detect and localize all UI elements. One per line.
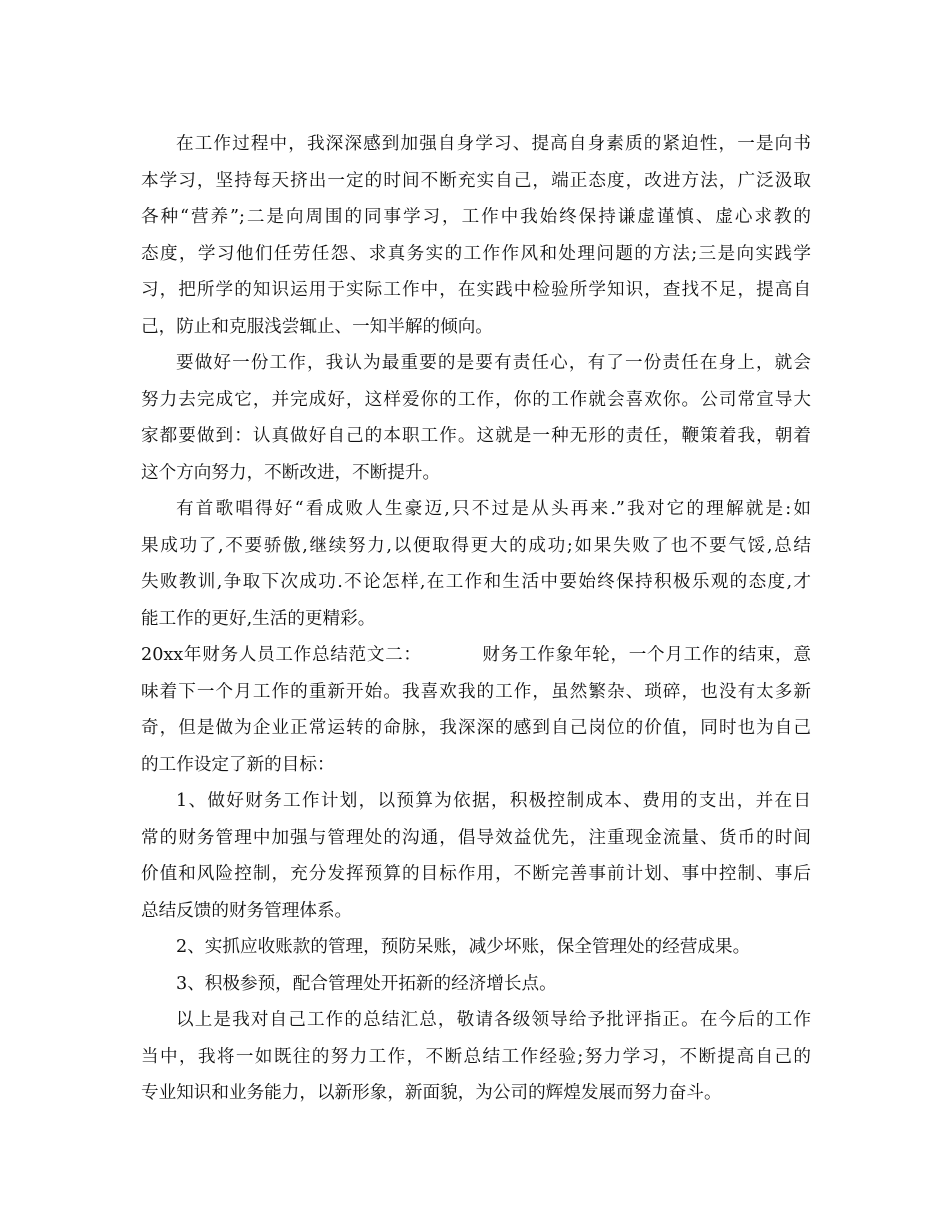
paragraph-conclusion [141,1002,811,1112]
paragraph-self-study [141,126,811,345]
text-line: 有首歌唱得好“看成败人生豪迈,只不过是从头再来.”我对它的理解就是:如 [176,499,811,519]
text-line: 要做好一份工作，我认为最重要的是要有责任心，有了一份责任在身上，就会 [176,353,811,373]
heading-rest-text: 财务工作象年轮，一个月工作的结束，意 [481,645,811,665]
text-line: 2、实抓应收账款的管理，预防呆账，减少坏账，保全管理处的经营成果。 [176,937,751,957]
text-line: 奇，但是做为企业正常运转的命脉，我深深的感到自己岗位的价值，同时也为自己 [141,718,811,738]
paragraph-sample-two [141,637,811,783]
text-line: 果成功了,不要骄傲,继续努力,以便取得更大的成功;如果失败了也不要气馁,总结 [141,535,811,556]
heading-line [141,637,811,674]
text-line: 3、积极参预，配合管理处开拓新的经济增长点。 [176,973,557,994]
paragraph-responsibility [141,345,811,491]
text-line: 能工作的更好,生活的更精彩。 [141,608,376,629]
text-line: 态度，学习他们任劳任怨、求真务实的工作作风和处理问题的方法;三是向实践学 [141,243,811,264]
text-line: 的工作设定了新的目标： [141,754,335,775]
text-line: 专业知识和业务能力，以新形象，新面貌，为公司的辉煌发展而努力奋斗。 [141,1083,722,1103]
text-line: 味着下一个月工作的重新开始。我喜欢我的工作，虽然繁杂、琐碎，也没有太多新 [141,681,811,702]
text-line: 这个方向努力，不断改进，不断提升。 [141,462,441,483]
text-line: 己，防止和克服浅尝辄止、一知半解的倾向。 [141,316,493,337]
paragraph-item-2 [141,929,811,966]
text-line: 失败教训,争取下次成功.不论怎样,在工作和生活中要始终保持积极乐观的态度,才 [141,572,811,592]
text-line: 家都要做到：认真做好自己的本职工作。这就是一种无形的责任，鞭策着我，朝着 [141,426,811,446]
text-line: 在工作过程中，我深深感到加强自身学习、提高自身素质的紧迫性，一是向书 [176,134,811,154]
section-heading: 20xx年财务人员工作总结范文二： [141,645,422,665]
paragraph-item-3 [141,966,811,1003]
text-line: 各种“营养”;二是向周围的同事学习，工作中我始终保持谦虚谨慎、虚心求教的 [141,207,811,227]
text-line: 1、做好财务工作计划，以预算为依据，积极控制成本、费用的支出，并在日 [176,791,811,811]
paragraph-item-1 [141,783,811,929]
text-line: 以上是我对自己工作的总结汇总，敬请各级领导给予批评指正。在今后的工作 [176,1010,811,1030]
text-line: 价值和风险控制，充分发挥预算的目标作用，不断完善事前计划、事中控制、事后 [141,864,811,884]
text-line: 总结反馈的财务管理体系。 [141,900,353,921]
text-line: 本学习，坚持每天挤出一定的时间不断充实自己，端正态度，改进方法，广泛汲取 [141,170,811,191]
text-line: 常的财务管理中加强与管理处的沟通，倡导效益优先，注重现金流量、货币的时间 [141,827,811,848]
text-line: 习，把所学的知识运用于实际工作中，在实践中检验所学知识，查找不足，提高自 [141,280,811,300]
text-line: 当中，我将一如既往的努力工作，不断总结工作经验;努力学习，不断提高自己的 [141,1046,811,1067]
document-body [141,126,811,1112]
text-line: 努力去完成它，并完成好，这样爱你的工作，你的工作就会喜欢你。公司常宣导大 [141,389,811,410]
paragraph-song-quote [141,491,811,637]
